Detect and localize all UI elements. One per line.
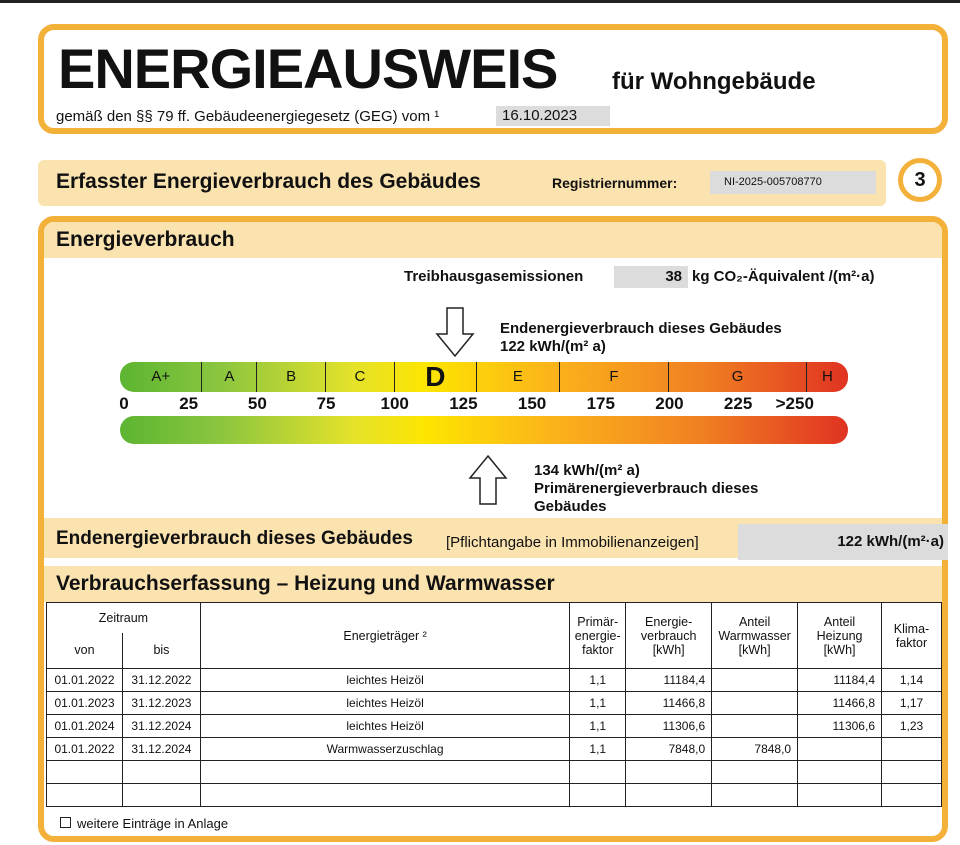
table-cell — [798, 738, 882, 761]
scale-tick: 150 — [517, 394, 547, 413]
section-band — [38, 160, 886, 206]
scale-tick: 225 — [723, 394, 753, 413]
th-to: bis — [122, 633, 200, 669]
class-f: F — [560, 362, 670, 392]
table-cell — [200, 784, 569, 807]
table-cell: 01.01.2023 — [47, 692, 123, 715]
scale-tick: 175 — [586, 394, 615, 413]
table-body — [47, 669, 942, 807]
table-cell: 7848,0 — [712, 738, 798, 761]
scale-tick: 75 — [316, 394, 336, 413]
document-title: ENERGIEAUSWEIS — [58, 37, 558, 100]
table-cell — [712, 761, 798, 784]
table-cell — [798, 761, 882, 784]
table-cell: leichtes Heizöl — [200, 715, 569, 738]
table-cell: Warmwasserzuschlag — [200, 738, 569, 761]
ghg-unit: kg CO₂-Äquivalent /(m²·a) — [692, 268, 875, 285]
table-row — [47, 784, 942, 807]
table-cell: 1,1 — [570, 669, 626, 692]
top-rule — [0, 0, 960, 3]
table-cell: 31.12.2022 — [122, 669, 200, 692]
table-cell: leichtes Heizöl — [200, 669, 569, 692]
energy-main-box — [38, 216, 948, 842]
table-cell — [626, 761, 712, 784]
scale-tick: 50 — [247, 394, 267, 413]
table-cell: 1,1 — [570, 692, 626, 715]
primary-energy-annotation — [534, 462, 758, 516]
th-consumption: Energie- verbrauch [kWh] — [626, 603, 712, 669]
table-row — [47, 715, 942, 738]
end-consumption-value: 122 kWh/(m²·a) — [738, 524, 948, 560]
table-cell: 11466,8 — [798, 692, 882, 715]
th-primary-factor: Primär- energie- faktor — [570, 603, 626, 669]
table-cell — [798, 784, 882, 807]
registration-label: Registriernummer: — [552, 175, 678, 191]
table-cell: 11466,8 — [626, 692, 712, 715]
checkbox-icon[interactable] — [60, 817, 71, 828]
records-heading-bar — [44, 566, 942, 602]
table-cell — [626, 784, 712, 807]
class-h: H — [821, 368, 833, 385]
th-carrier: Energieträger ² — [200, 603, 569, 669]
table-cell: 7848,0 — [626, 738, 712, 761]
end-energy-annotation — [500, 320, 782, 356]
section-title: Erfasster Energieverbrauch des Gebäudes — [56, 170, 481, 193]
class-e: E — [477, 362, 559, 392]
header-box — [38, 24, 948, 134]
scale-tick: 0 — [119, 394, 129, 413]
further-entries-note — [60, 816, 228, 831]
class-aplus: A+ — [120, 362, 202, 392]
document-subtitle: für Wohngebäude — [612, 68, 816, 95]
records-heading: Verbrauchserfassung – Heizung und Warmwasser — [56, 572, 555, 595]
table-cell: 31.12.2024 — [122, 715, 200, 738]
law-date: 16.10.2023 — [496, 106, 610, 126]
table-cell — [122, 784, 200, 807]
table-cell: leichtes Heizöl — [200, 692, 569, 715]
table-cell: 1,23 — [882, 715, 942, 738]
table-cell: 11184,4 — [798, 669, 882, 692]
table-cell: 11306,6 — [626, 715, 712, 738]
scale-tick: 100 — [380, 394, 409, 413]
ghg-value: 38 — [614, 266, 688, 288]
law-reference: gemäß den §§ 79 ff. Gebäudeenergiegesetz (GEG) vom ¹ — [56, 108, 440, 125]
table-cell — [712, 692, 798, 715]
end-consumption-note: [Pflichtangabe in Immobilienanzeigen] — [446, 534, 699, 551]
class-b: B — [257, 362, 326, 392]
table-cell — [570, 761, 626, 784]
table-cell — [570, 784, 626, 807]
table-cell — [200, 761, 569, 784]
table-cell: 31.12.2023 — [122, 692, 200, 715]
th-climate: Klima- faktor — [882, 603, 942, 669]
table-cell — [882, 761, 942, 784]
table-cell: 31.12.2024 — [122, 738, 200, 761]
table-cell — [882, 738, 942, 761]
scale-tick: >250 — [775, 394, 814, 413]
end-energy-value: 122 kWh/(m² a) — [500, 338, 606, 355]
class-c: C — [326, 362, 395, 392]
table-cell: 1,1 — [570, 715, 626, 738]
table-row — [47, 692, 942, 715]
table-cell: 01.01.2024 — [47, 715, 123, 738]
table-cell: 01.01.2022 — [47, 738, 123, 761]
primary-energy-label-cont: Gebäudes — [534, 498, 607, 515]
efficiency-class-scale — [120, 362, 848, 392]
class-a: A — [202, 362, 257, 392]
table-cell: 11184,4 — [626, 669, 712, 692]
table-cell: 01.01.2022 — [47, 669, 123, 692]
table-row — [47, 738, 942, 761]
scale-tick: 25 — [179, 394, 199, 413]
table-cell — [712, 669, 798, 692]
primary-energy-value: 134 kWh/(m² a) — [534, 462, 640, 479]
class-d: D — [395, 362, 477, 392]
table-cell — [122, 761, 200, 784]
end-energy-arrow-icon — [435, 306, 475, 358]
page-number-badge: 3 — [898, 158, 942, 202]
table-cell: 11306,6 — [798, 715, 882, 738]
energy-heading: Energieverbrauch — [56, 228, 235, 251]
table-cell: 1,1 — [570, 738, 626, 761]
ghg-label: Treibhausgasemissionen — [404, 268, 584, 285]
th-period: Zeitraum — [47, 603, 201, 633]
table-cell: 1,14 — [882, 669, 942, 692]
efficiency-color-bar — [120, 416, 848, 444]
table-cell — [47, 761, 123, 784]
table-cell — [47, 784, 123, 807]
primary-energy-arrow-icon — [468, 454, 508, 506]
further-entries-label: weitere Einträge in Anlage — [77, 816, 229, 831]
scale-tick: 200 — [655, 394, 684, 413]
table-cell — [882, 784, 942, 807]
table-cell — [712, 784, 798, 807]
class-g: G — [669, 362, 806, 392]
end-energy-label: Endenergieverbrauch dieses Gebäudes — [500, 320, 782, 337]
th-heating: Anteil Heizung [kWh] — [798, 603, 882, 669]
end-consumption-label: Endenergieverbrauch dieses Gebäudes — [56, 528, 413, 549]
table-cell — [712, 715, 798, 738]
th-from: von — [47, 633, 123, 669]
th-hot-water: Anteil Warmwasser [kWh] — [712, 603, 798, 669]
primary-energy-label: Primärenergieverbrauch dieses — [534, 480, 759, 497]
energy-heading-bar — [44, 222, 942, 258]
consumption-table — [46, 602, 942, 807]
registration-number: NI-2025-005708770 — [710, 171, 876, 194]
table-cell: 1,17 — [882, 692, 942, 715]
table-row — [47, 761, 942, 784]
scale-tick: 125 — [449, 394, 478, 413]
table-row — [47, 669, 942, 692]
